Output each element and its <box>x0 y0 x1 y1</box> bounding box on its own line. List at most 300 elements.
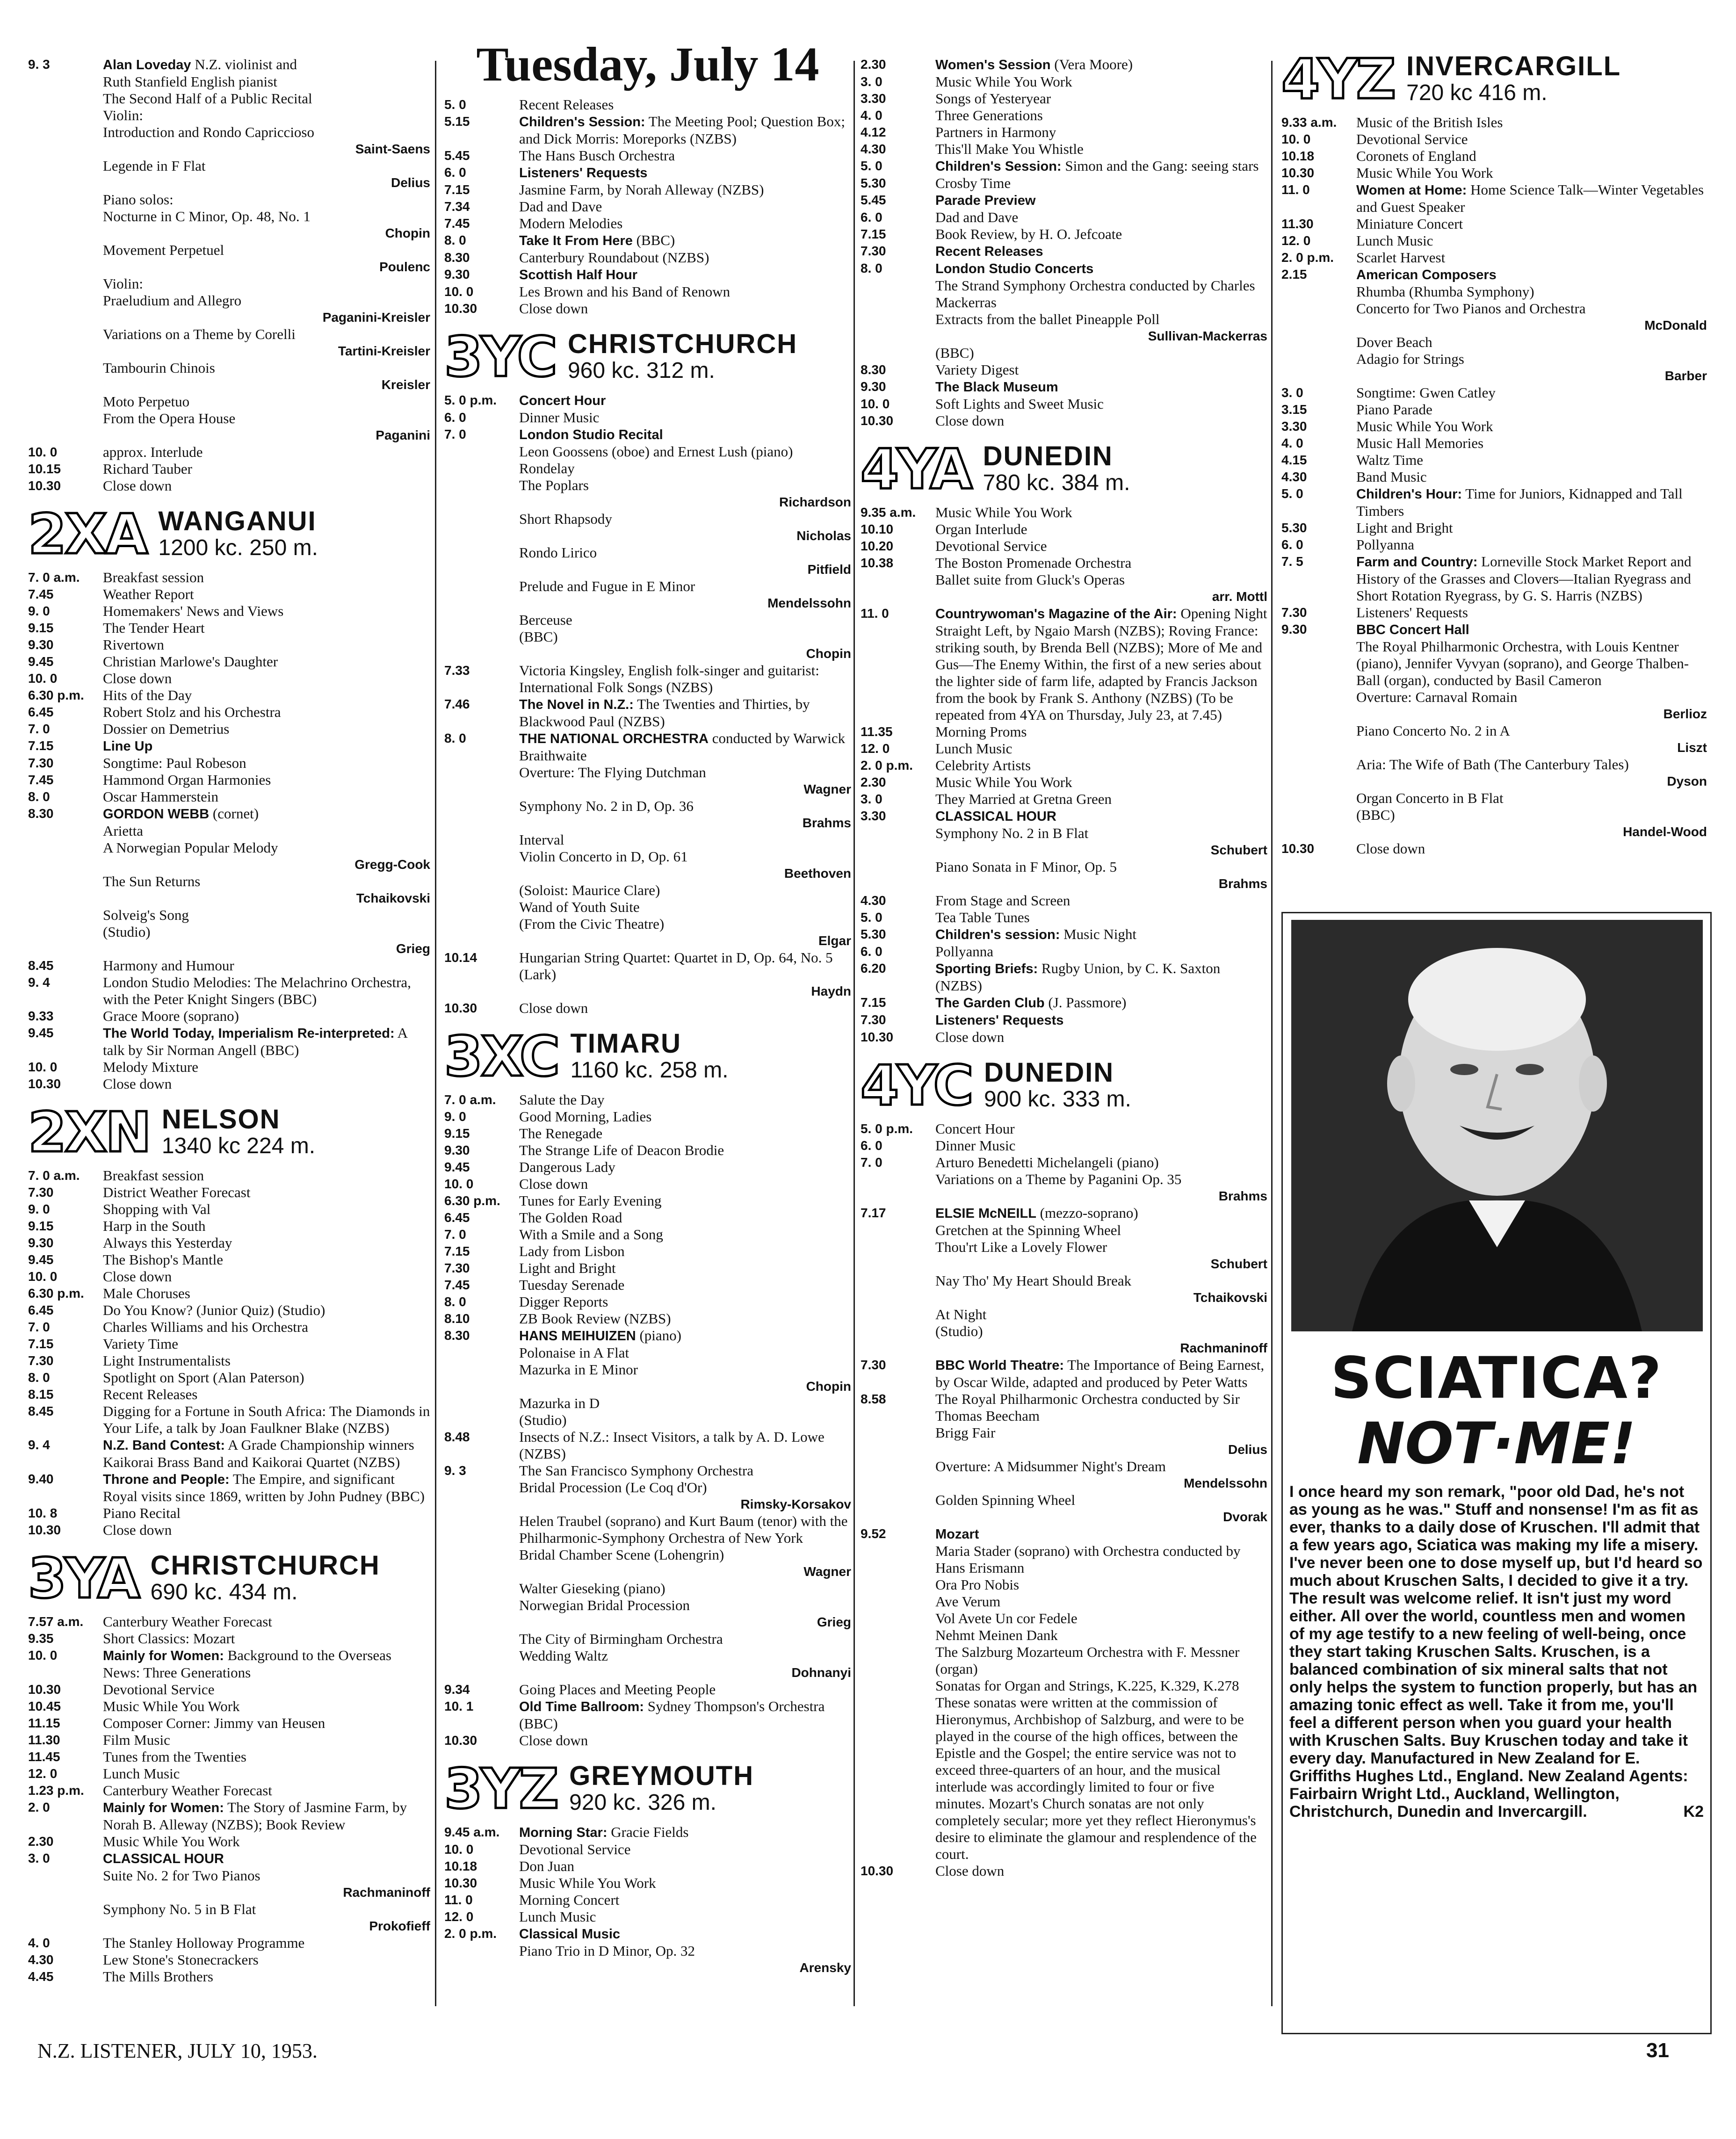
programme-title: BBC Concert Hall <box>1356 622 1469 637</box>
programme-time: 10.30 <box>861 1030 894 1044</box>
programme-time: 7.30 <box>861 1358 886 1372</box>
programme-detail: Spotlight on Sport (Alan Paterson) <box>103 1369 304 1386</box>
composer: Grieg <box>817 1615 851 1629</box>
programme-detail: Listeners' Requests <box>1356 604 1468 621</box>
programme-detail: Film Music <box>103 1732 170 1748</box>
programme-subline: (From the Civic Theatre) <box>519 916 665 932</box>
station-callsign: 3YA <box>28 1546 138 1611</box>
programme-entry <box>861 158 1267 175</box>
programme-subline: Praeludium and Allegro <box>103 292 242 309</box>
programme-time: 9.33 <box>28 1009 54 1023</box>
programme-time: 5.45 <box>861 193 886 207</box>
station-city: DUNEDIN <box>983 441 1113 471</box>
composer: Paganini-Kreisler <box>322 310 430 325</box>
advertisement-subheadline: NOT·ME! <box>1357 1410 1636 1477</box>
programme-entry <box>444 1209 851 1226</box>
programme-detail: The San Francisco Symphony Orchestra <box>519 1462 754 1479</box>
programme-detail: Les Brown and his Band of Renown <box>519 283 731 300</box>
programme-entry <box>861 1137 1267 1154</box>
programme-entry <box>861 124 1267 141</box>
programme-subline: Sonatas for Organ and Strings, K.225, K.329, K.278 <box>935 1677 1239 1694</box>
programme-time: 9.40 <box>28 1472 54 1486</box>
programme-entry <box>861 892 1267 909</box>
programme-entry <box>444 1580 851 1631</box>
programme-time: 8.48 <box>444 1430 470 1444</box>
programme-detail: (Soloist: Maurice Clare) <box>519 882 660 898</box>
programme-entry <box>444 426 851 477</box>
programme-entry <box>444 1243 851 1260</box>
programme-time: 5.30 <box>1281 520 1307 535</box>
programme-time: 6. 0 <box>861 210 882 224</box>
composer: arr. Mottl <box>1212 589 1267 604</box>
composer: Wagner <box>803 1564 851 1579</box>
programme-entry <box>1281 553 1707 604</box>
programme-time: 3. 0 <box>28 1851 50 1865</box>
programme-entry <box>444 1925 851 1976</box>
programme-entry <box>28 56 430 158</box>
station-header <box>444 1756 851 1821</box>
programme-entry <box>28 1968 430 1985</box>
programme-time: 10.30 <box>444 301 477 316</box>
programme-detail: Tuesday Serenade <box>519 1277 625 1293</box>
station-city: GREYMOUTH <box>569 1761 754 1791</box>
programme-entry <box>1281 418 1707 435</box>
programme-time: 6.30 p.m. <box>28 688 84 702</box>
programme-detail: (Vera Moore) <box>1054 56 1133 72</box>
programme-detail: Close down <box>519 300 588 317</box>
programme-entry <box>861 1357 1267 1391</box>
programme-entry <box>28 1505 430 1522</box>
programme-time: 7.33 <box>444 663 470 678</box>
programme-detail: Melody Mixture <box>103 1059 199 1075</box>
programme-detail: Walter Gieseking (piano) <box>519 1580 665 1597</box>
programme-entry <box>28 974 430 1008</box>
programme-entry <box>28 444 430 461</box>
programme-time: 8.30 <box>444 250 470 265</box>
programme-entry <box>444 662 851 696</box>
programme-time: 4.30 <box>861 142 886 156</box>
programme-time: 9.45 <box>28 1026 54 1040</box>
programme-title: Alan Loveday <box>103 58 191 72</box>
programme-time: 10.30 <box>28 1523 61 1537</box>
programme-time: 10.18 <box>444 1859 477 1873</box>
programme-entry <box>28 788 430 805</box>
programme-entry <box>28 569 430 586</box>
composer: Pitfield <box>807 562 851 577</box>
composer: Dohnanyi <box>791 1665 851 1680</box>
programme-entry <box>28 603 430 620</box>
programme-entry <box>861 791 1267 808</box>
programme-detail: Organ Concerto in B Flat <box>1356 790 1504 806</box>
programme-subline: A Norwegian Popular Melody <box>103 839 278 856</box>
programme-list <box>28 56 430 494</box>
composer: Chopin <box>385 226 430 240</box>
programme-detail: (cornet) <box>212 805 259 822</box>
programme-time: 8. 0 <box>444 233 466 247</box>
programme-time: 10. 0 <box>28 445 58 459</box>
programme-detail: Concert Hour <box>935 1120 1015 1137</box>
station-frequency: 690 kc. 434 m. <box>150 1580 298 1604</box>
programme-list <box>444 1091 851 1749</box>
programme-subline: Suite No. 2 for Two Pianos <box>103 1867 260 1884</box>
programme-detail: Hits of the Day <box>103 687 192 703</box>
programme-time: 9. 3 <box>28 57 50 72</box>
programme-subline: Thou'rt Like a Lovely Flower <box>935 1239 1107 1255</box>
programme-detail: Rondo Lirico <box>519 544 597 561</box>
programme-entry <box>861 345 1267 361</box>
programme-time: 9.30 <box>28 1236 54 1250</box>
programme-time: 6.45 <box>28 705 54 719</box>
programme-entry <box>444 147 851 164</box>
programme-detail: Legende in F Flat <box>103 158 206 174</box>
programme-detail: The Golden Road <box>519 1209 622 1226</box>
programme-title: Morning Star: <box>519 1825 608 1840</box>
programme-subline: Extracts from the ballet Pineapple Poll <box>935 311 1160 327</box>
programme-list <box>28 569 430 1092</box>
programme-entry <box>28 1613 430 1630</box>
composer: Arensky <box>799 1960 851 1975</box>
programme-detail: This'll Make You Whistle <box>935 141 1084 157</box>
programme-detail: Aria: The Wife of Bath (The Canterbury Tales) <box>1356 756 1629 773</box>
programme-detail: The Stanley Holloway Programme <box>103 1935 305 1951</box>
programme-entry <box>1281 469 1707 485</box>
programme-subline: Overture: The Flying Dutchman <box>519 764 706 780</box>
composer: Tchaikovski <box>1193 1290 1267 1305</box>
programme-entry <box>444 1841 851 1858</box>
programme-detail: District Weather Forecast <box>103 1184 251 1200</box>
station-frequency: 780 kc. 384 m. <box>983 470 1130 495</box>
programme-detail: Do You Know? (Junior Quiz) (Studio) <box>103 1302 326 1318</box>
column-2 <box>444 37 851 1976</box>
programme-detail: Dinner Music <box>935 1137 1016 1154</box>
programme-subline: Wedding Waltz <box>519 1648 608 1664</box>
footer-publication: N.Z. LISTENER, JULY 10, 1953. <box>37 2039 318 2062</box>
programme-entry <box>444 1681 851 1698</box>
programme-time: 10.30 <box>861 413 894 428</box>
programme-entry <box>444 1260 851 1277</box>
programme-detail: Dad and Dave <box>519 198 602 215</box>
programme-entry <box>28 1386 430 1403</box>
programme-subline: Mazurka in E Minor <box>519 1361 638 1378</box>
programme-subline: Rhumba (Rhumba Symphony) <box>1356 283 1534 300</box>
station-header <box>28 502 430 566</box>
programme-time: 10. 0 <box>28 1648 58 1662</box>
programme-time: 7.15 <box>861 995 886 1010</box>
programme-time: 9. 0 <box>28 604 50 618</box>
programme-detail: Overture: A Midsummer Night's Dream <box>935 1458 1166 1474</box>
programme-subline: Ora Pro Nobis <box>935 1576 1020 1593</box>
programme-time: 9. 4 <box>28 1438 50 1452</box>
programme-detail: Songtime: Paul Robeson <box>103 755 246 771</box>
programme-detail: Piano Concerto No. 2 in A <box>1356 723 1510 739</box>
programme-time: 10. 0 <box>861 397 890 411</box>
composer: Paganini <box>376 428 430 442</box>
programme-entry <box>1281 148 1707 165</box>
programme-time: 5. 0 p.m. <box>861 1121 913 1136</box>
programme-detail: Light and Bright <box>1356 520 1453 536</box>
programme-list <box>28 1167 430 1539</box>
programme-time: 7.15 <box>444 1244 470 1258</box>
programme-time: 6. 0 <box>861 944 882 959</box>
programme-entry <box>1281 621 1707 723</box>
programme-time: 9.15 <box>444 1126 470 1141</box>
programme-title: Concert Hour <box>519 393 606 408</box>
composer: Gregg-Cook <box>354 857 430 872</box>
programme-entry <box>861 994 1267 1012</box>
programme-detail: Male Choruses <box>103 1285 190 1301</box>
programme-entry <box>861 378 1267 396</box>
programme-entry <box>861 808 1267 859</box>
composer: McDonald <box>1644 318 1707 332</box>
programme-entry <box>1281 485 1707 520</box>
programme-entry <box>444 696 851 730</box>
programme-time: 1.23 p.m. <box>28 1783 84 1798</box>
programme-detail: Breakfast session <box>103 569 204 585</box>
programme-entry <box>28 1698 430 1715</box>
programme-time: 10.20 <box>861 539 894 553</box>
programme-time: 8. 0 <box>28 789 50 804</box>
programme-entry <box>1281 384 1707 401</box>
programme-detail: Dad and Dave <box>935 209 1019 225</box>
programme-subline: Introduction and Rondo Capriccioso <box>103 124 314 140</box>
programme-subline: Polonaise in A Flat <box>519 1344 629 1361</box>
programme-subline: From the Opera House <box>103 410 236 426</box>
smiling-man-illustration <box>1291 920 1703 1331</box>
composer: Delius <box>391 175 430 190</box>
programme-entry <box>28 670 430 687</box>
programme-entry <box>861 1391 1267 1458</box>
station-city: CHRISTCHURCH <box>567 329 798 359</box>
programme-detail: Tunes from the Twenties <box>103 1749 246 1765</box>
programme-detail: The Royal Philharmonic Orchestra conducted by Sir Thomas Beecham <box>935 1391 1240 1424</box>
programme-subline: Piano Trio in D Minor, Op. 32 <box>519 1943 695 1959</box>
programme-detail: Harp in the South <box>103 1218 206 1234</box>
programme-detail: At Night <box>935 1306 987 1322</box>
programme-time: 4. 0 <box>1281 436 1303 450</box>
programme-detail: The Empire, and significant Royal visits since 1869, written by John Pudney (BBC) <box>103 1471 425 1504</box>
programme-subline: Prelude and Fugue in E Minor <box>519 578 695 594</box>
station-callsign: 2XN <box>28 1100 150 1164</box>
programme-entry <box>861 555 1267 605</box>
programme-subline: Norwegian Bridal Procession <box>519 1597 690 1613</box>
programme-time: 3. 0 <box>861 74 882 89</box>
programme-entry <box>28 1403 430 1437</box>
programme-detail: The Importance of Being Earnest, by Oscar Wilde, adapted and produced by Peter Watts <box>935 1357 1265 1390</box>
programme-detail: The City of Birmingham Orchestra <box>519 1631 723 1647</box>
column-rule-1 <box>435 61 436 2006</box>
programme-subline: Bridal Chamber Scene (Lohengrin) <box>519 1546 724 1563</box>
composer: Poulenc <box>379 260 430 274</box>
programme-list <box>444 1824 851 1976</box>
programme-entry <box>861 412 1267 429</box>
programme-time: 11.15 <box>28 1716 60 1730</box>
programme-entry <box>861 859 1267 892</box>
programme-time: 10. 0 <box>1281 132 1311 146</box>
column-rule-3 <box>1271 61 1273 2006</box>
composer: Handel-Wood <box>1623 824 1707 839</box>
programme-subline: Vol Avete Un cor Fedele <box>935 1610 1078 1626</box>
programme-time: 2. 0 p.m. <box>1281 250 1334 265</box>
programme-detail: Weather Report <box>103 586 194 602</box>
programme-entry <box>28 687 430 704</box>
programme-subline: Maria Stader (soprano) with Orchestra conducted by Hans Erismann <box>935 1543 1241 1576</box>
programme-detail: Tambourin Chinois <box>103 360 215 376</box>
programme-subline: The Salzburg Mozarteum Orchestra with F. Messner (organ) <box>935 1644 1240 1677</box>
station-city: INVERCARGILL <box>1406 51 1621 81</box>
programme-entry <box>444 949 851 1000</box>
programme-detail: Music of the British Isles <box>1356 114 1503 130</box>
programme-detail: The Renegade <box>519 1125 603 1142</box>
composer: Grieg <box>396 941 430 956</box>
programme-detail: Gracie Fields <box>611 1824 689 1840</box>
programme-detail: Mazurka in D <box>519 1395 600 1411</box>
programme-entry <box>1281 114 1707 131</box>
programme-title: Listeners' Requests <box>519 166 648 181</box>
station-callsign: 4YA <box>861 437 971 501</box>
composer: Prokofieff <box>369 1919 430 1933</box>
programme-subline: Piano solos: <box>103 191 174 208</box>
programme-detail: Close down <box>519 1000 588 1016</box>
programme-time: 2. 0 p.m. <box>861 758 913 773</box>
programme-entry <box>28 1833 430 1850</box>
programme-detail: Richard Tauber <box>103 461 192 477</box>
programme-subline: Symphony No. 2 in B Flat <box>935 825 1089 841</box>
programme-subline: Leon Goossens (oboe) and Ernest Lush (piano) <box>519 443 793 460</box>
programme-entry <box>444 249 851 266</box>
programme-time: 7. 0 <box>28 1320 50 1334</box>
programme-entry <box>861 504 1267 521</box>
programme-detail: Scarlet Harvest <box>1356 249 1446 266</box>
programme-entry <box>444 1327 851 1395</box>
programme-entry <box>444 1858 851 1875</box>
programme-subline: These sonatas were written at the commission of Hieronymus, Archbishop of Salzburg, and were to be played in the course of the high offices, between the Epistle and the Gospel; the entire service was not to exceed three-quarters of an hour, and the musical interlude was accordingly limited to four or five minutes. Mozart's Church sonatas are not only completely secular; more yet they reflect Hieronymus's desire to eliminate the glamour and resplendence of the court. <box>935 1694 1257 1862</box>
programme-detail: Symphony No. 2 in D, Op. 36 <box>519 798 694 814</box>
programme-entry <box>28 1935 430 1951</box>
programme-time: 3.30 <box>1281 419 1307 434</box>
programme-entry <box>444 612 851 662</box>
programme-detail: The Bishop's Mantle <box>103 1251 224 1268</box>
programme-title: Mainly for Women: <box>103 1648 224 1663</box>
programme-detail: Dinner Music <box>519 409 600 426</box>
programme-entry <box>28 1352 430 1369</box>
programme-time: 2.30 <box>861 775 886 789</box>
programme-detail: Always this Yesterday <box>103 1235 232 1251</box>
programme-time: 2.30 <box>28 1834 54 1849</box>
programme-subline: (Studio) <box>519 1412 567 1428</box>
programme-entry <box>28 1268 430 1285</box>
programme-subline: (Studio) <box>935 1323 983 1339</box>
programme-entry <box>861 192 1267 209</box>
station-callsign: 4YZ <box>1281 47 1395 111</box>
programme-time: 9.35 a.m. <box>861 505 916 520</box>
programme-time: 10. 0 <box>444 1842 474 1857</box>
station-frequency: 720 kc 416 m. <box>1406 80 1548 105</box>
programme-list <box>1281 114 1707 857</box>
programme-time: 3. 0 <box>1281 385 1303 400</box>
programme-time: 7.17 <box>861 1206 886 1220</box>
programme-subline: Arietta <box>103 823 144 839</box>
programme-detail: Pollyanna <box>1356 536 1414 553</box>
programme-detail: Home Science Talk—Winter Vegetables and Guest Speaker <box>1356 181 1704 215</box>
programme-entry <box>861 943 1267 960</box>
programme-title: Women at Home: <box>1356 183 1467 198</box>
station-callsign: 3YC <box>444 325 556 389</box>
programme-detail: Good Morning, Ladies <box>519 1108 652 1125</box>
programme-time: 4.12 <box>861 125 886 139</box>
programme-entry <box>1281 520 1707 536</box>
programme-detail: Recent Releases <box>519 96 614 113</box>
programme-detail: Berceuse <box>519 612 572 628</box>
programme-entry <box>444 1277 851 1294</box>
programme-detail: Recent Releases <box>103 1386 198 1402</box>
programme-detail: Crosby Time <box>935 175 1011 191</box>
programme-detail: Variety Digest <box>935 361 1019 378</box>
programme-time: 9.15 <box>28 621 54 635</box>
programme-title: ELSIE McNEILL <box>935 1206 1036 1221</box>
programme-detail: The Strange Life of Deacon Brodie <box>519 1142 724 1158</box>
page-number: 31 <box>1646 2039 1669 2062</box>
programme-time: 9.45 <box>28 654 54 669</box>
programme-time: 10. 0 <box>28 671 58 686</box>
programme-time: 10. 0 <box>444 284 474 299</box>
programme-entry <box>861 90 1267 107</box>
programme-entry <box>28 1336 430 1352</box>
programme-subline: Overture: Carnaval Romain <box>1356 689 1518 705</box>
composer: Rimsky-Korsakov <box>740 1497 851 1511</box>
programme-entry <box>1281 604 1707 621</box>
programme-entry <box>861 1154 1267 1205</box>
programme-time: 10.30 <box>861 1864 894 1878</box>
programme-entry <box>861 56 1267 73</box>
programme-list <box>444 96 851 317</box>
programme-title: London Studio Concerts <box>935 261 1094 276</box>
programme-time: 5. 0 <box>444 97 466 112</box>
programme-entry <box>444 181 851 198</box>
composer: Mendelssohn <box>767 596 851 610</box>
programme-detail: (piano) <box>639 1327 682 1344</box>
programme-subline: Violin: <box>103 107 143 123</box>
programme-time: 9. 0 <box>28 1202 50 1216</box>
programme-entry <box>444 1310 851 1327</box>
programme-time: 7. 0 a.m. <box>444 1092 496 1107</box>
composer: Wagner <box>803 782 851 796</box>
programme-detail: Light and Bright <box>519 1260 616 1276</box>
programme-time: 9.33 a.m. <box>1281 115 1337 130</box>
programme-detail: Music While You Work <box>103 1833 240 1850</box>
programme-entry <box>444 1824 851 1841</box>
programme-entry <box>28 1732 430 1749</box>
programme-entry <box>861 1029 1267 1046</box>
programme-detail: Digger Reports <box>519 1294 608 1310</box>
programme-entry <box>444 1732 851 1749</box>
programme-time: 9.34 <box>444 1682 470 1697</box>
station-frequency: 900 kc. 333 m. <box>984 1087 1131 1112</box>
composer: Chopin <box>806 1379 851 1394</box>
programme-detail: Variations on a Theme by Corelli <box>103 326 296 342</box>
programme-time: 3. 0 <box>861 792 882 806</box>
programme-detail: Grace Moore (soprano) <box>103 1008 239 1024</box>
programme-detail: Christian Marlowe's Daughter <box>103 653 278 670</box>
programme-time: 7.45 <box>28 773 54 787</box>
programme-entry <box>861 209 1267 226</box>
programme-entry <box>444 1142 851 1159</box>
programme-entry <box>28 461 430 477</box>
programme-time: 7.34 <box>444 199 470 214</box>
programme-time: 7.15 <box>28 738 54 753</box>
programme-detail: Close down <box>519 1732 588 1749</box>
programme-title: American Composers <box>1356 267 1497 282</box>
programme-list <box>861 504 1267 1046</box>
